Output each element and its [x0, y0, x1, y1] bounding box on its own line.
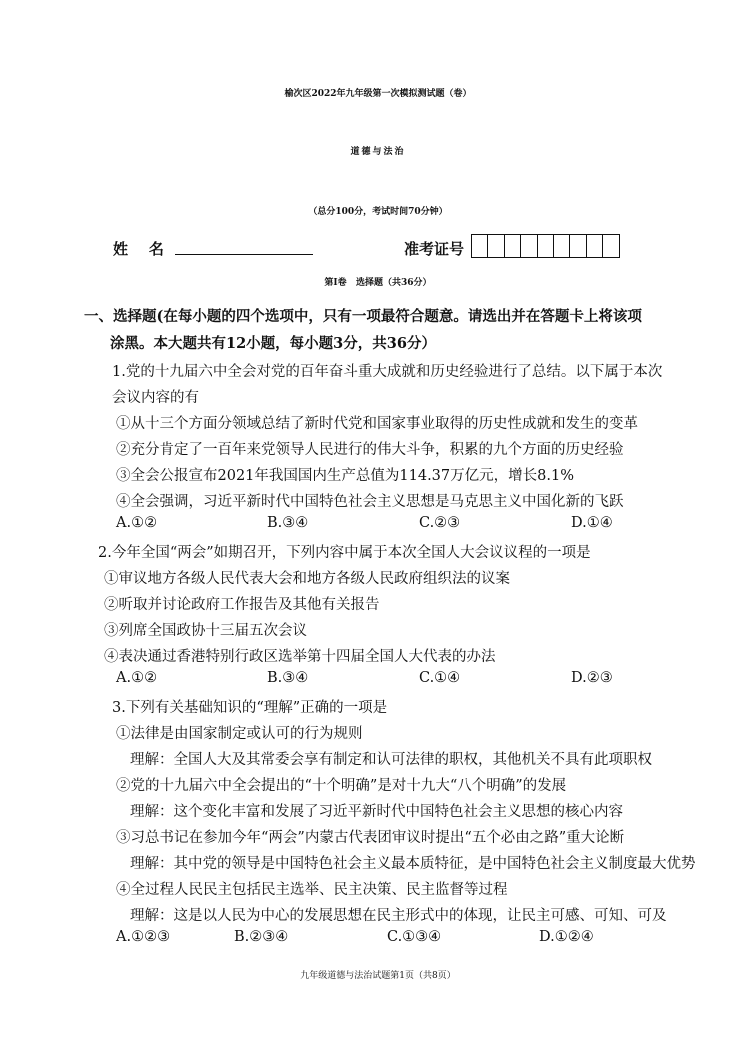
q2-item: ①审议地方各级人民代表大会和地方各级人民政府组织法的议案 [104, 571, 510, 587]
q1-stem-line2: 会议内容的有 [112, 390, 199, 406]
q1-option-c: C.②③ [419, 515, 461, 531]
q1-option-b: B.③④ [267, 515, 309, 531]
q2-item: ④表决通过香港特别行政区选举第十四届全国人大代表的办法 [104, 649, 496, 665]
q2-item: ②听取并讨论政府工作报告及其他有关报告 [104, 597, 380, 613]
q3-option-c: C.①③④ [387, 929, 442, 945]
exam-id-box[interactable] [520, 234, 537, 258]
q2-option-c: C.①④ [419, 670, 461, 686]
q3-statement: ②党的十九届六中全会提出的“十个明确”是对十九大“八个明确”的发展 [116, 778, 567, 794]
exam-id-box[interactable] [553, 234, 570, 258]
q1-option-a: A.①② [116, 515, 158, 531]
q3-stem-line1: 3.下列有关基础知识的“理解”正确的一项是 [112, 700, 388, 716]
part-one-instruction-line2: 涂黑。本大题共有12小题，每小题3分，共36分） [110, 335, 436, 352]
q1-option-d: D.①④ [571, 515, 613, 531]
q1-item: ②充分肯定了一百年来党领导人民进行的伟大斗争，积累的九个方面的历史经验 [116, 442, 624, 458]
q1-item: ①从十三个方面分领域总结了新时代党和国家事业取得的历史性成就和发生的变革 [116, 416, 638, 432]
q3-statement: ①法律是由国家制定或认可的行为规则 [116, 726, 363, 742]
q2-option-a: A.①② [116, 670, 158, 686]
section-title: 第Ⅰ卷 选择题（共36分） [324, 278, 432, 288]
exam-id-box[interactable] [586, 234, 603, 258]
q1-item: ④全会强调，习近平新时代中国特色社会主义思想是马克思主义中国化新的飞跃 [116, 494, 624, 510]
exam-id-box[interactable] [602, 234, 619, 258]
q2-option-d: D.②③ [571, 670, 613, 686]
q3-statement: ④全过程人民民主包括民主选举、民主决策、民主监督等过程 [116, 882, 508, 898]
q3-understanding: 理解：这是以人民为中心的发展思想在民主形式中的体现，让民主可感、可知、可及 [130, 908, 667, 924]
q2-item: ③列席全国政协十三届五次会议 [104, 623, 307, 639]
exam-title: 榆次区2022年九年级第一次模拟测试题（卷） [284, 89, 472, 99]
q3-option-a: A.①②③ [116, 929, 171, 945]
q2-stem-line1: 2.今年全国“两会”如期召开，下列内容中属于本次全国人大会议议程的一项是 [98, 545, 591, 561]
q1-stem-line1: 1.党的十九届六中全会对党的百年奋斗重大成就和历史经验进行了总结。以下属于本次 [112, 364, 663, 380]
q3-understanding: 理解：这个变化丰富和发展了习近平新时代中国特色社会主义思想的核心内容 [130, 804, 623, 820]
q3-understanding: 理解：全国人大及其常委会享有制定和认可法律的职权，其他机关不具有此项职权 [130, 752, 652, 768]
exam-id-label: 准考证号 [404, 240, 465, 258]
q3-statement: ③习总书记在参加今年“两会”内蒙古代表团审议时提出“五个必由之路”重大论断 [116, 830, 625, 846]
q3-understanding: 理解：其中党的领导是中国特色社会主义最本质特征，是中国特色社会主义制度最大优势 [130, 856, 696, 872]
score-time-note: （总分100分，考试时间70分钟） [308, 207, 448, 217]
exam-id-box[interactable] [504, 234, 521, 258]
exam-id-box[interactable] [537, 234, 554, 258]
exam-id-box[interactable] [487, 234, 504, 258]
exam-id-box[interactable] [471, 234, 488, 258]
subject-title: 道德与法治 [350, 147, 406, 157]
exam-id-boxes[interactable] [472, 234, 620, 258]
q2-option-b: B.③④ [267, 670, 309, 686]
name-label: 姓 名 [113, 240, 164, 258]
part-one-instruction-line1: 一、选择题(在每小题的四个选项中，只有一项最符合题意。请选出并在答题卡上将该项 [84, 308, 642, 325]
name-field[interactable] [175, 254, 313, 255]
q3-option-d: D.①②④ [539, 929, 594, 945]
q1-item: ③全会公报宣布2021年我国国内生产总值为114.37万亿元，增长8.1% [116, 468, 574, 484]
page-footer: 九年级道德与法治试题第1页（共8页） [300, 971, 456, 981]
exam-id-box[interactable] [569, 234, 586, 258]
q3-option-b: B.②③④ [234, 929, 289, 945]
